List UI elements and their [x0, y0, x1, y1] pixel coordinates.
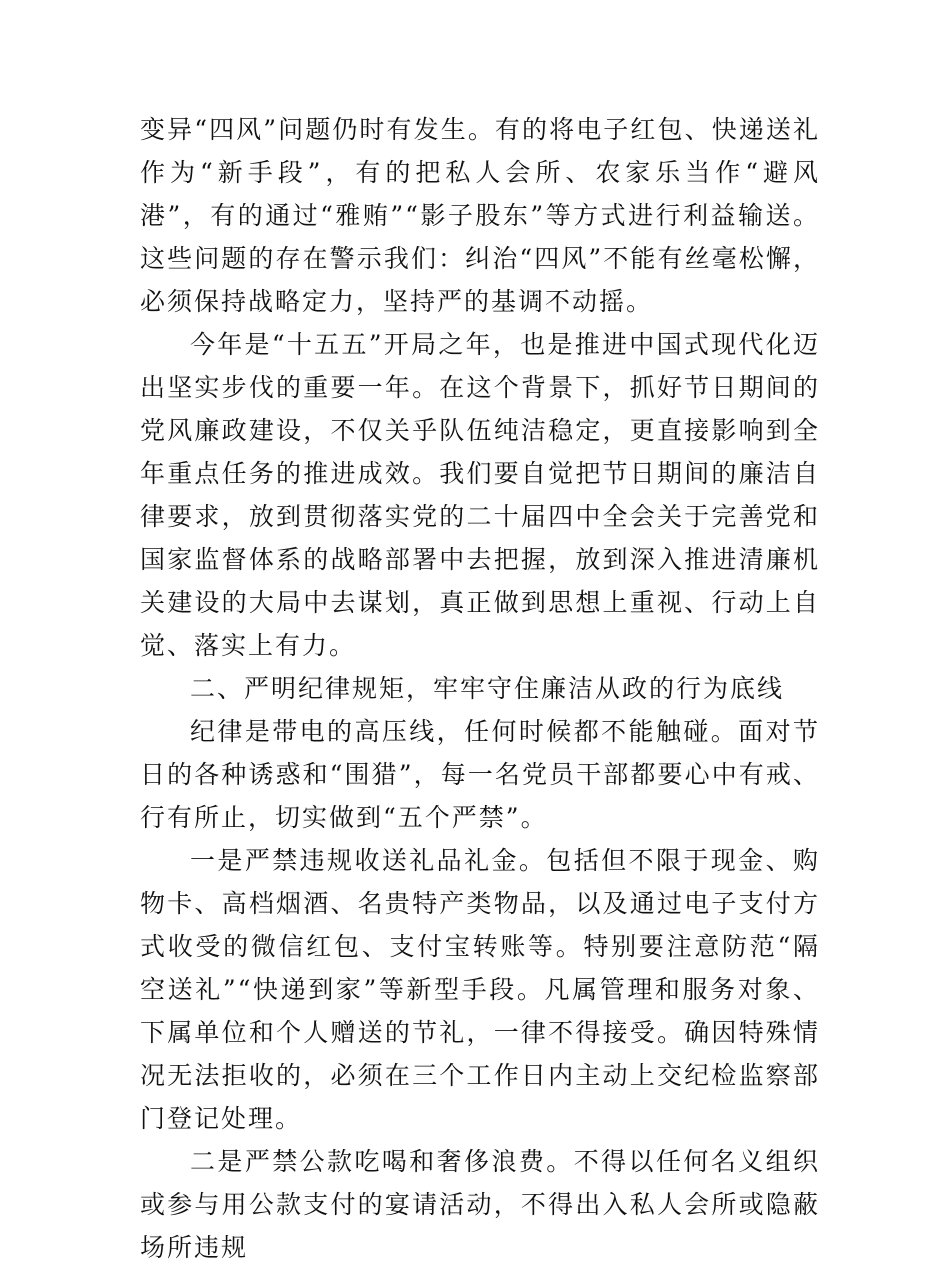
paragraph-fifteenth-five-year-plan: 今年是“十五五”开局之年，也是推进中国式现代化迈出坚实步伐的重要一年。在这个背景下，抓好节日期间的党风廉政建设，不仅关乎队伍纯洁稳定，更直接影响到全年重点任务的推进成效。我们要自觉把节日期间的廉洁自律要求，放到贯彻落实党的二十届四中全会关于完善党和国家监督体系的战略部署中去把握，放到深入推进清廉机关建设的大局中去谋划，真正做到思想上重视、行动上自觉、落实上有力。 [140, 330, 820, 660]
paragraph-prohibition-gifts: 一是严禁违规收送礼品礼金。包括但不限于现金、购物卡、高档烟酒、名贵特产类物品，以及通过电子支付方式收受的微信红包、支付宝转账等。特别要注意防范“隔空送礼”“快递到家”等新型手段。凡属管理和服务对象、下属单位和个人赠送的节礼，一律不得接受。确因特殊情况无法拒收的，必须在三个工作日内主动上交纪检监察部门登记处理。 [140, 846, 820, 1133]
paragraph-prohibition-dining: 二是严禁公款吃喝和奢侈浪费。不得以任何名义组织或参与用公款支付的宴请活动，不得出入私人会所或隐蔽场所违规 [140, 1147, 820, 1262]
document-page [140, 108, 820, 1269]
paragraph-four-winds-issues: 变异“四风”问题仍时有发生。有的将电子红包、快递送礼作为“新手段”，有的把私人会所、农家乐当作“避风港”，有的通过“雅贿”“影子股东”等方式进行利益输送。这些问题的存在警示我们：纠治“四风”不能有丝毫松懈，必须保持战略定力，坚持严的基调不动摇。 [140, 115, 820, 316]
paragraph-discipline-intro: 纪律是带电的高压线，任何时候都不能触碰。面对节日的各种诱惑和“围猎”，每一名党员干部都要心中有戒、行有所止，切实做到“五个严禁”。 [140, 717, 820, 832]
section-heading-discipline: 二、严明纪律规矩，牢牢守住廉洁从政的行为底线 [190, 674, 785, 703]
